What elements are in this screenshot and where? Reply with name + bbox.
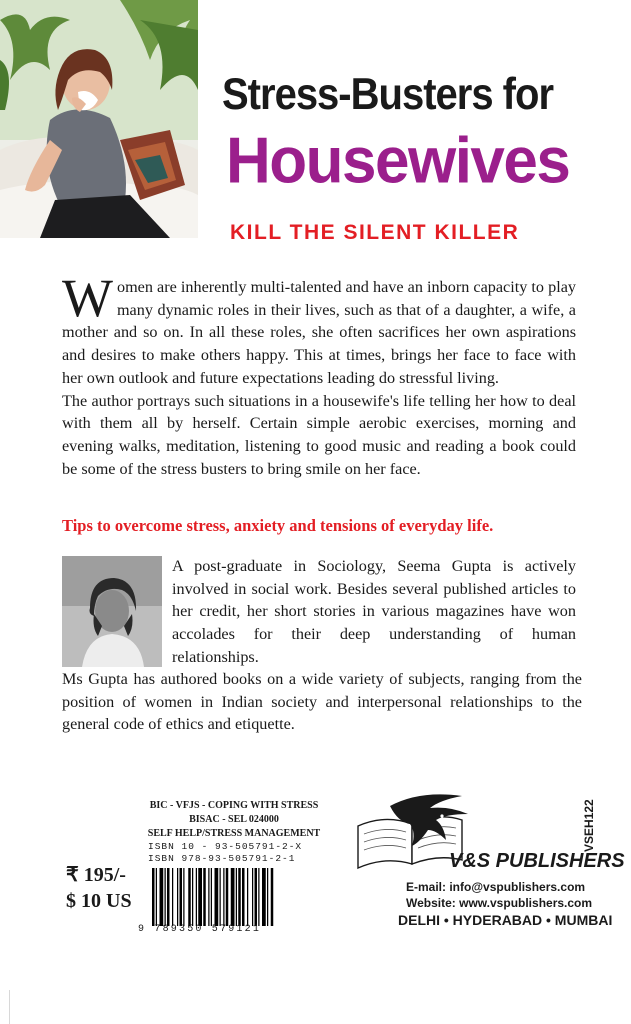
barcode-bar	[247, 868, 248, 926]
woman-on-sofa-illustration	[0, 0, 198, 238]
author-photo	[62, 556, 162, 667]
isbn-block	[148, 841, 318, 864]
drop-cap: W	[62, 268, 113, 328]
barcode-bar	[258, 868, 259, 926]
author-bio-2: Ms Gupta has authored books on a wide variety of subjects, ranging from the position of women in Indian society and interpersonal relationships to the general code of ethics and etiquette.	[62, 670, 582, 734]
barcode-bar	[220, 868, 221, 926]
isbn-10: ISBN 10 - 93-505791-2-X	[148, 841, 303, 852]
blurb	[62, 268, 576, 480]
book-subtitle: KILL THE SILENT KILLER	[230, 221, 520, 244]
barcode-bar	[203, 868, 206, 926]
barcode-bar	[198, 868, 202, 926]
barcode	[150, 868, 317, 926]
barcode-bar	[172, 868, 173, 926]
price-usd: $ 10 US	[66, 890, 132, 912]
barcode-bar	[262, 868, 266, 926]
price-inr: ₹ 195/-	[66, 864, 126, 886]
barcode-bar	[183, 868, 184, 926]
barcode-bar	[252, 868, 253, 926]
barcode-bar	[255, 868, 258, 926]
publisher-email: E-mail: info@vspublishers.com	[406, 880, 586, 894]
author-bio-1: A post-graduate in Sociology, Seema Gupta is actively involved in social work. Besides several published articles to her credit, her short stories in various magazines have won accolades for their deep understanding of human relationships.	[172, 557, 576, 666]
barcode-bar	[242, 868, 245, 926]
barcode-bar	[271, 868, 274, 926]
barcode-bar	[156, 868, 157, 926]
subject-category: SELF HELP/STRESS MANAGEMENT	[147, 828, 321, 840]
barcode-bar	[152, 868, 155, 926]
bic-code: BIC - VFJS - COPING WITH STRESS	[149, 800, 319, 811]
barcode-bar	[211, 868, 212, 926]
cover-photo	[0, 0, 198, 238]
publisher-code-text: VSEH122	[582, 799, 596, 852]
bisac-code: BISAC - SEL 024000	[189, 814, 279, 826]
blurb-paragraph-1	[62, 268, 576, 390]
blurb-paragraph-1-text: omen are inherently multi-talented and have an inborn capacity to play many dynamic roles in their lives, such as that of a daughter, a wife, a mother and so on. In all these roles, she often sacrifices her own aspirations and desires to make others happy. This at times, brings her face to face with her own outlook and future expectations leading do stressful living.	[62, 278, 576, 387]
barcode-bar	[165, 868, 166, 926]
barcode-bar	[226, 868, 229, 926]
barcode-bar	[208, 868, 209, 926]
barcode-digits: 9 789350 579121	[138, 924, 262, 935]
barcode-bar	[215, 868, 219, 926]
publisher-website: Website: www.vspublishers.com	[406, 896, 593, 910]
barcode-bar	[192, 868, 193, 926]
barcode-bar	[231, 868, 235, 926]
barcode-bar	[188, 868, 191, 926]
book-title-line-1: Stress-Busters for	[222, 70, 554, 120]
publisher-name: V&S PUBLISHERS	[449, 850, 625, 872]
barcode-bar	[223, 868, 224, 926]
author-portrait-illustration	[62, 556, 162, 667]
isbn-13: ISBN 978-93-505791-2-1	[148, 852, 296, 864]
book-title-line-2: Housewives	[226, 124, 570, 198]
barcode-bar	[267, 868, 268, 926]
publisher-cities: DELHI • HYDERABAD • MUMBAI	[398, 912, 613, 928]
barcode-bar	[160, 868, 164, 926]
barcode-bar	[180, 868, 183, 926]
barcode-bar	[236, 868, 237, 926]
barcode-bar	[167, 868, 170, 926]
price-block	[66, 862, 146, 914]
barcode-bar	[238, 868, 241, 926]
barcode-bar	[177, 868, 178, 926]
tagline: Tips to overcome stress, anxiety and tensions of everyday life.	[62, 516, 494, 535]
barcode-bar	[196, 868, 197, 926]
page-edge-line	[9, 990, 10, 1024]
classification-block	[134, 799, 334, 842]
blurb-paragraph-2: The author portrays such situations in a housewife's life telling her how to deal with them all by herself. Certain simple aerobic exercises, morning and evening walks, meditation, listening to good music and reading a book could be some of the stress busters to bring smile on her face.	[62, 391, 576, 478]
